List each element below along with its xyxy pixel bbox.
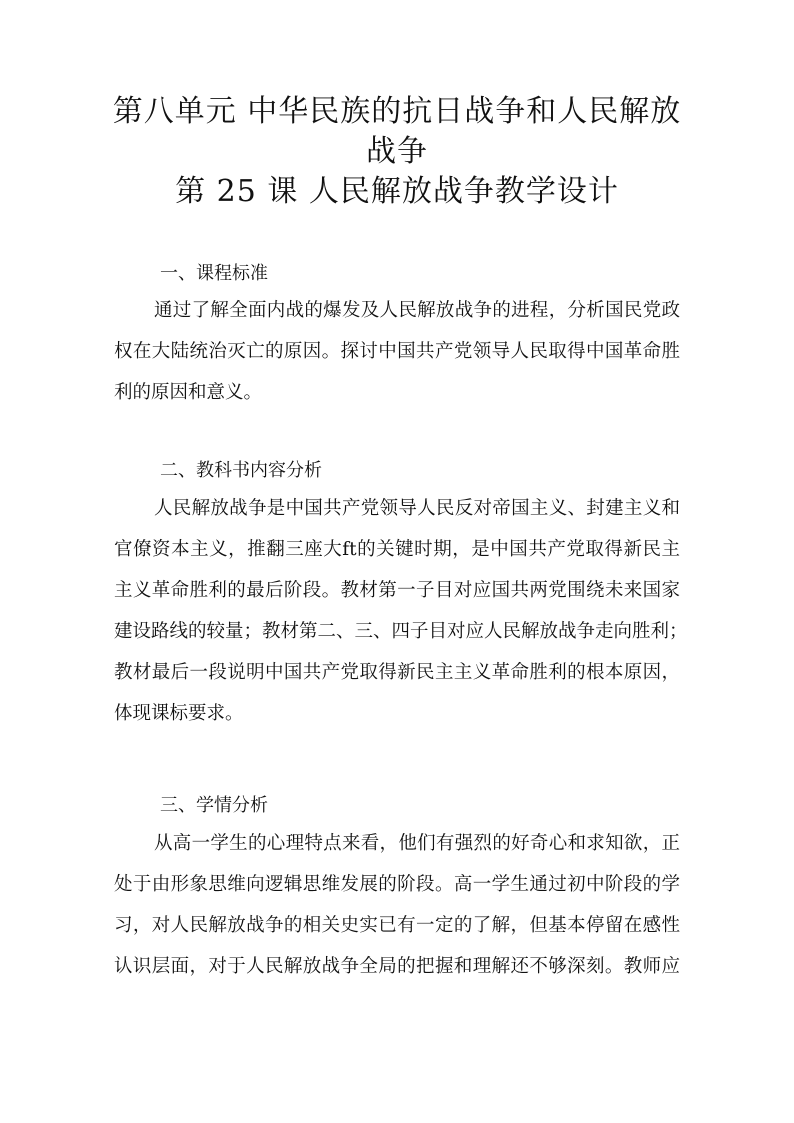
section-heading-curriculum: 一、课程标准 bbox=[160, 263, 268, 284]
title-line-3: 第 25 课 人民解放战争教学设计 bbox=[175, 174, 619, 209]
paragraph-line: 处于由形象思维向逻辑思维发展的阶段。高一学生通过初中阶段的学 bbox=[114, 874, 680, 895]
section-paragraph-textbook-analysis bbox=[114, 488, 688, 734]
paragraph-line: 教材最后一段说明中国共产党取得新民主主义革命胜利的根本原因， bbox=[114, 662, 680, 683]
section-paragraph-student-analysis bbox=[114, 823, 680, 987]
section-paragraph-curriculum bbox=[114, 290, 680, 413]
paragraph-line: 体现课标要求。 bbox=[114, 703, 244, 724]
paragraph-line: 认识层面，对于人民解放战争全局的把握和理解还不够深刻。教师应 bbox=[114, 956, 680, 977]
document-title bbox=[100, 92, 694, 212]
paragraph-line: 利的原因和意义。 bbox=[114, 382, 263, 403]
paragraph-line: 习，对人民解放战争的相关史实已有一定的了解，但基本停留在感性 bbox=[114, 915, 680, 936]
section-heading-student-analysis: 三、学情分析 bbox=[160, 795, 268, 816]
section-heading-textbook-analysis: 二、教科书内容分析 bbox=[160, 460, 322, 481]
paragraph-line: 建设路线的较量；教材第二、三、四子目对应人民解放战争走向胜利； bbox=[114, 621, 688, 642]
paragraph-line: 官僚资本主义，推翻三座大ft的关键时期，是中国共产党取得新民主 bbox=[114, 539, 680, 560]
title-line-1: 第八单元 中华民族的抗日战争和人民解放 bbox=[112, 94, 682, 129]
paragraph-line: 从高一学生的心理特点来看，他们有强烈的好奇心和求知欲，正 bbox=[154, 833, 680, 854]
title-line-2: 战争 bbox=[366, 134, 428, 169]
paragraph-line: 通过了解全面内战的爆发及人民解放战争的进程，分析国民党政 bbox=[154, 300, 680, 321]
paragraph-line: 人民解放战争是中国共产党领导人民反对帝国主义、封建主义和 bbox=[154, 498, 680, 519]
paragraph-line: 权在大陆统治灭亡的原因。探讨中国共产党领导人民取得中国革命胜 bbox=[114, 341, 680, 362]
paragraph-line: 主义革命胜利的最后阶段。教材第一子目对应国共两党围绕未来国家 bbox=[114, 580, 680, 601]
